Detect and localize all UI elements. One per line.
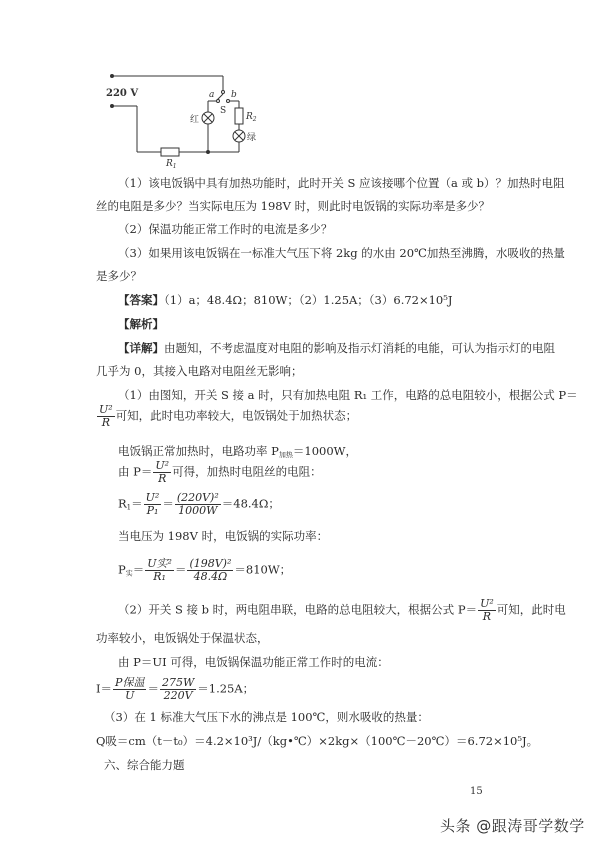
page-number: 15 <box>470 786 483 797</box>
detail-line-1: 【详解】由题知，不考虑温度对电阻的影响及指示灯消耗的电能，可认为指示灯的电阻 <box>118 341 555 355</box>
r1-equation: $R_1=$ $\frac{\text{U²}}{\text{P₁}}$ ＝ $\frac{\text{(220V)²}}{1000W}$ ＝48.4Ω； <box>118 491 280 517</box>
switch-label: S <box>220 106 227 116</box>
detail-line-2: 几乎为 0，其接入电路对电阻丝无影响； <box>96 364 303 378</box>
resistor2-label: $R_2$ <box>246 112 257 123</box>
question-1-line-1: （1）该电饭锅中具有加热功能时，此时开关 S 应该接哪个位置（a 或 b）？加热时电阻 <box>118 176 565 190</box>
part3-line-2: Q吸＝cm（t－t₀）＝4.2×10³J/（kg•℃）×2kg×（100℃－20℃）＝6.72×10⁵J。 <box>96 734 539 748</box>
watermark: 头条 @跟涛哥学数学 <box>440 817 585 835</box>
heat-power-line: 电饭锅正常加热时，电路功率 $P_{加热}=1000W$， <box>118 444 357 459</box>
formula-u2-over-r: $\frac{\text{U²}}{R}$ <box>155 459 170 485</box>
part3-line-1: （3）在 1 标准大气压下水的沸点是 100℃，则水吸收的热量： <box>104 710 429 724</box>
part1-line-1: （1）由图知，开关 S 接 a 时，只有加热电阻 R₁ 工作，电路的总电阻较小，根据公式 P＝ <box>118 388 578 402</box>
green-lamp-label: 绿 <box>247 133 257 143</box>
part2-line-2: 功率较小，电饭锅处于保温状态， <box>96 631 269 645</box>
question-3-line-2: 是多少？ <box>96 269 142 283</box>
part1-line-2: $\frac{\text{U²}}{R}$ 可知，此时电功率较大，电饭锅处于加热状态； <box>99 403 358 429</box>
answer-line <box>118 292 452 308</box>
analysis-label: 【解析】 <box>118 317 164 331</box>
question-3-line-1: （3）如果用该电饭锅在一标准大气压下将 2kg 的水由 20℃加热至沸腾，水吸收的热量 <box>118 246 565 260</box>
voltage-label: 220 V <box>106 88 139 99</box>
current-equation: I＝ $\frac{\text{P保温}}{U}$ ＝ $\frac{275W}{220V}$ ＝1.25A； <box>96 676 255 702</box>
part2-line-1: （2）开关 S 接 b 时，两电阻串联，电路的总电阻较大，根据公式 P＝ $\frac{\text{U²}}{R}$ 可知，此时电 <box>118 597 566 623</box>
actual-power-equation: $P_实=$ $\frac{\text{U实²}}{\text{R₁}}$ ＝ $\frac{\text{(198V)²}}{48.4\Omega}$ ＝810W； <box>118 557 292 583</box>
red-lamp-label: 红 <box>190 115 200 125</box>
terminal-a-label: a <box>209 90 215 100</box>
terminal-b-label: b <box>231 90 237 100</box>
detail-label: 【详解】 <box>118 341 164 355</box>
question-2: （2）保温功能正常工作时的电流是多少？ <box>118 222 333 236</box>
from-formula-line: 由 P＝ $\frac{\text{U²}}{R}$ 可得，加热时电阻丝的电阻： <box>118 459 322 485</box>
question-1-line-2: 丝的电阻是多少？当实际电压为 198V 时，则此时电饭锅的实际功率是多少？ <box>96 199 491 213</box>
actual-power-intro: 当电压为 198V 时，电饭锅的实际功率： <box>118 529 329 543</box>
circuit-diagram <box>104 68 264 168</box>
formula-u2-over-r: $\frac{\text{U²}}{R}$ <box>99 403 113 429</box>
part2-line-3: 由 P＝UI 可得，电饭锅保温功能正常工作时的电流： <box>118 655 389 669</box>
resistor1-label: $R_1$ <box>166 159 177 168</box>
answer-text: （1）a；48.4Ω；810W；（2）1.25A；（3）6.72×10⁵J <box>164 293 453 307</box>
answer-label: 【答案】 <box>118 293 164 307</box>
section-title: 六、综合能力题 <box>104 758 185 772</box>
